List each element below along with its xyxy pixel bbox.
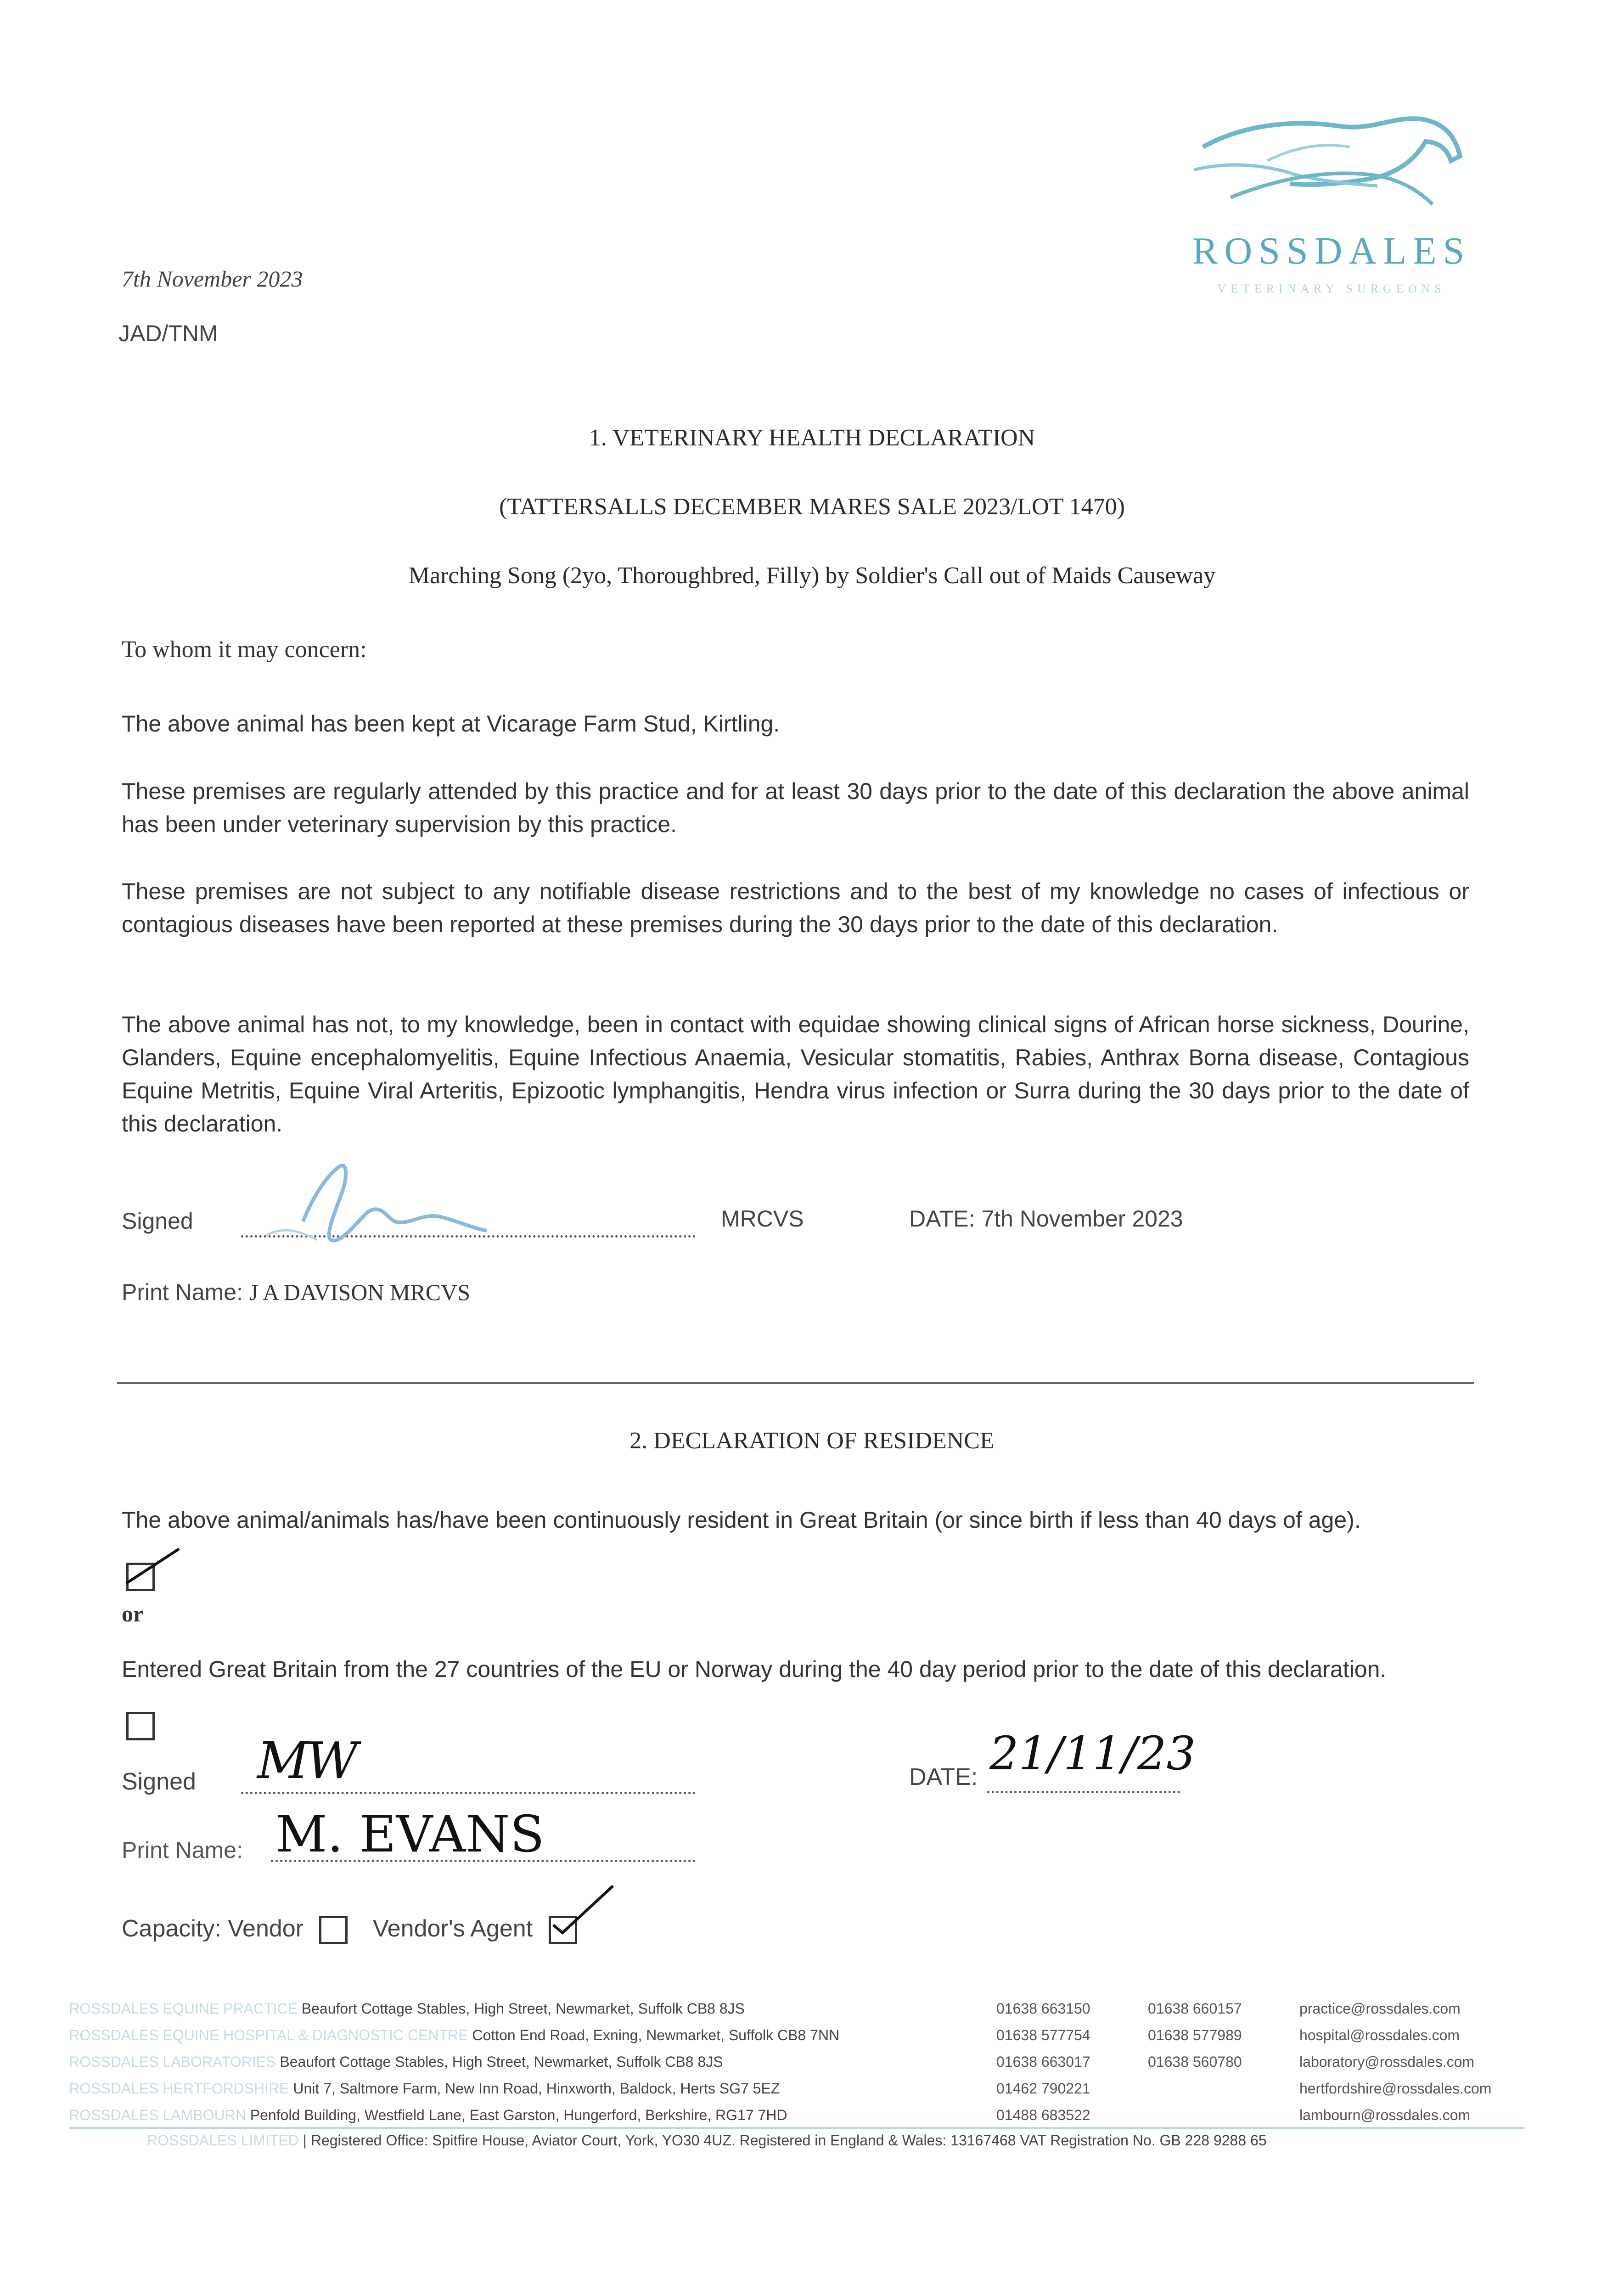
logo-name: ROSSDALES xyxy=(1192,230,1471,272)
footer-email[interactable]: hertfordshire@rossdales.com xyxy=(1299,2080,1492,2097)
salutation: To whom it may concern: xyxy=(122,636,367,663)
print-name-label: Print Name: xyxy=(122,1279,243,1305)
section-divider xyxy=(117,1382,1474,1384)
section2-signed-label: Signed xyxy=(122,1768,196,1795)
horse-logo-icon xyxy=(1175,106,1488,225)
section2-signature: MW xyxy=(257,1731,355,1790)
residence-option-1: The above animal/animals has/have been continuously resident in Great Britain (or since birth if less than 40 days of age). xyxy=(122,1492,1398,1603)
footer-address-2: ROSSDALES EQUINE HOSPITAL & DIAGNOSTIC CENTRE Cotton End Road, Exning, Newmarket, Suffolk CB8 7NN xyxy=(69,2027,840,2043)
section2-date-value: 21/11/23 xyxy=(989,1727,1196,1780)
footer-addresses xyxy=(69,1995,969,2128)
footer-email[interactable]: laboratory@rossdales.com xyxy=(1299,2054,1475,2070)
rossdales-logo xyxy=(1175,106,1488,317)
section2-date-label: DATE: xyxy=(909,1764,978,1790)
reference: JAD/TNM xyxy=(118,321,218,346)
section2-print-name-value: M. EVANS xyxy=(275,1805,545,1863)
footer-email[interactable]: hospital@rossdales.com xyxy=(1299,2027,1460,2043)
section1-subtitle: (TATTERSALLS DECEMBER MARES SALE 2023/LOT 1470) xyxy=(499,494,1125,520)
footer-phones xyxy=(996,1995,1090,2128)
animal-description: Marching Song (2yo, Thoroughbred, Filly) by Soldier's Call out of Maids Causeway xyxy=(408,563,1216,589)
option2-checkbox[interactable] xyxy=(126,1712,155,1740)
footer-phone: 01638 577754 xyxy=(996,2027,1090,2043)
letter-date: 7th November 2023 xyxy=(122,266,303,292)
capacity-vendor-label: Capacity: Vendor xyxy=(122,1915,304,1942)
footer-emails xyxy=(1299,1995,1491,2128)
signed-label: Signed xyxy=(122,1208,193,1234)
paragraph-restrictions: These premises are not subject to any notifiable disease restrictions and to the best of my knowledge no cases of infectious or contagious diseases have been reported at these premises during the 30 days prior to the date of this declaration. xyxy=(122,878,1469,937)
footer-registered: ROSSDALES LIMITED | Registered Office: Spitfire House, Aviator Court, York, YO30 4UZ. Registered in England & Wales: 13167468 VAT Registration No. GB 228 9288 65 xyxy=(147,2132,1267,2149)
paragraph-supervision: These premises are regularly attended by this practice and for at least 30 days prior to the date of this declaration the above animal has been under veterinary supervision by this practice. xyxy=(122,778,1469,837)
footer-faxes xyxy=(1148,1995,1242,2075)
section2-title: 2. DECLARATION OF RESIDENCE xyxy=(629,1428,995,1454)
footer-phone: 01462 790221 xyxy=(996,2080,1090,2097)
footer-address-1: ROSSDALES EQUINE PRACTICE Beaufort Cottage Stables, High Street, Newmarket, Suffolk CB8 8JS xyxy=(69,2000,745,2017)
footer-email[interactable]: practice@rossdales.com xyxy=(1299,2000,1461,2017)
logo-subtitle: VETERINARY SURGEONS xyxy=(1217,282,1446,295)
section1-date: DATE: 7th November 2023 xyxy=(909,1206,1183,1232)
section1-title: 1. VETERINARY HEALTH DECLARATION xyxy=(589,425,1035,451)
footer-address-4: ROSSDALES HERTFORDSHIRE Unit 7, Saltmore Farm, New Inn Road, Hinxworth, Baldock, Herts SG7 5EZ xyxy=(69,2080,780,2097)
vendors-agent-label: Vendor's Agent xyxy=(372,1915,533,1942)
section2-date-line xyxy=(987,1782,1180,1793)
paragraph-contact: The above animal has not, to my knowledge, been in contact with equidae showing clinical signs of African horse sickness, Dourine, Glanders, Equine encephalomyelitis, Equine Infectious Anaemia, Vesicular stomatitis, Rabies, Anthrax Borna disease, Contagious Equine Metritis, Equine Viral Arteritis, Epizootic lymphangitis, Hendra virus infection or Surra during the 30 days prior to the date of this declaration. xyxy=(122,1012,1469,1137)
capacity-row xyxy=(122,1915,577,1944)
footer-address-3: ROSSDALES LABORATORIES Beaufort Cottage Stables, High Street, Newmarket, Suffolk CB8 8JS xyxy=(69,2054,723,2070)
footer-phone: 01488 683522 xyxy=(996,2107,1090,2123)
footer-fax: 01638 577989 xyxy=(1148,2027,1242,2043)
footer-phone: 01638 663017 xyxy=(996,2054,1090,2070)
check-mark-icon xyxy=(549,1881,618,1936)
paragraph-premises: The above animal has been kept at Vicarage Farm Stud, Kirtling. xyxy=(122,711,780,737)
vet-signature xyxy=(248,1148,505,1258)
footer-address-5: ROSSDALES LAMBOURN Penfold Building, Westfield Lane, East Garston, Hungerford, Berkshire, RG17 7HD xyxy=(69,2107,787,2123)
vendor-checkbox[interactable] xyxy=(319,1916,348,1944)
section2-print-name-label: Print Name: xyxy=(122,1837,243,1863)
footer-fax: 01638 660157 xyxy=(1148,2000,1242,2017)
check-mark-icon xyxy=(124,1547,184,1588)
mrcvs-label: MRCVS xyxy=(721,1206,804,1232)
print-name-value: J A DAVISON MRCVS xyxy=(249,1279,471,1305)
footer-fax: 01638 560780 xyxy=(1148,2054,1242,2070)
residence-option-2: Entered Great Britain from the 27 countries of the EU or Norway during the 40 day period prior to the date of this declaration. xyxy=(122,1642,1398,1752)
footer-email[interactable]: lambourn@rossdales.com xyxy=(1299,2107,1471,2123)
option1-checkbox[interactable] xyxy=(126,1563,155,1591)
vendors-agent-checkbox[interactable] xyxy=(549,1916,577,1944)
or-label: or xyxy=(122,1601,144,1626)
footer-phone: 01638 663150 xyxy=(996,2000,1090,2017)
print-name-row xyxy=(122,1279,470,1306)
